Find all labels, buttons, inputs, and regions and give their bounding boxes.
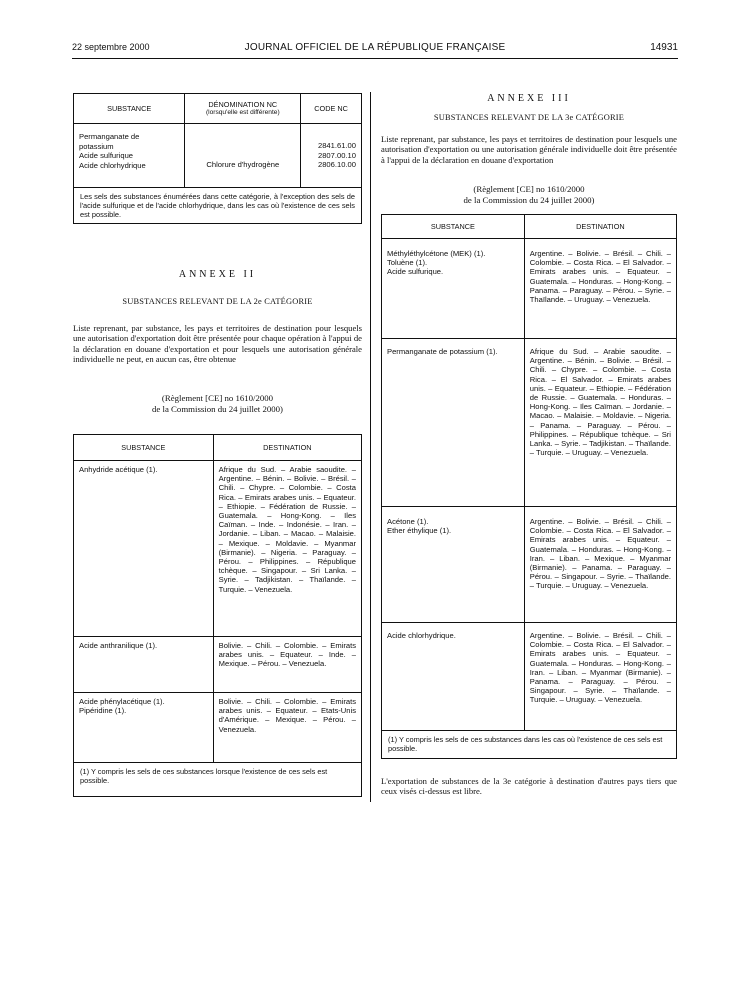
table-row: Acide sulfurique [79,151,134,161]
page-number: 14931 [650,42,678,53]
denomination-cell [185,124,301,188]
annexe2-note: (1) Y compris les sels de ces substances lorsque l'existence de ces sels est possible. [74,763,362,797]
destination-cell: Afrique du Sud. – Arabie saoudite. – Argentine. – Bénin. – Bolivie. – Brésil. – Chili. – Chypre. – Colombie. – Costa Rica. – El Salvador. – Emirats arabes unis. – Equateur. – Ethiopie. – Fédération de Russie. – Guatemala. – Honduras. – Hong-Kong. – Iles Caïman. – Jordanie. – Macao. – Malaisie. – Moldavie. – Nigeria. – Panama. – Paraguay. – Pérou. – Philippines. – République tchèque. – Sri Lanka. – Syrie. – Tadjikistan. – Thaïlande. – Turquie. – Uruguay. – Venezuela. [524,339,676,507]
substance-cell: Acide chlorhydrique. [382,623,525,731]
col-header-substance: SUBSTANCE [74,435,214,461]
annexe2-title: ANNEXE II [178,269,257,280]
header-date: 22 septembre 2000 [72,42,150,52]
table-row [382,339,677,507]
journal-title: JOURNAL OFFICIEL DE LA RÉPUBLIQUE FRANÇAISE [244,42,506,53]
annexe3-note: (1) Y compris les sels de ces substances dans les cas où l'existence de ces sels est possible. [382,731,677,759]
col-header-substance: SUBSTANCE [382,215,525,239]
table-row [74,637,362,693]
annexe3-closing: L'exportation de substances de la 3e catégorie à destination d'autres pays tiers que ceux visés ci-dessus est libre. [381,776,677,797]
substance-cell: Acide phénylacétique (1). Pipéridine (1). [74,693,214,763]
substance-cell: Acétone (1). Ether éthylique (1). [382,507,525,623]
col-header-code: CODE NC [301,94,362,124]
table-row: Acide chlorhydrique [79,160,146,170]
destination-cell: Bolivie. – Chili. – Colombie. – Emirats arabes unis. – Equateur. – Etats-Unis d'Amérique. – Mexique. – Pérou. – Venezuela. [213,693,361,763]
annexe3-intro: Liste reprenant, par substance, les pays et territoires de destination pour lesquels une autorisation d'exportation ou une autorisation générale individuelle doit être présentée à l'appui de la déclaration en douane d'exportation [381,134,677,165]
header-rule [72,58,678,59]
col-header-denomination: DÉNOMINATION NC (lorsqu'elle est différente) [185,94,301,124]
code-value: 2806.10.00 [317,160,356,170]
annexe2-subtitle: SUBSTANCES RELEVANT DE LA 2e CATÉGORIE [122,297,313,306]
category2-table [73,434,362,797]
table-row [382,507,677,623]
table-row [382,623,677,731]
annexe3-title: ANNEXE III [487,93,571,104]
code-value: 2807.00.10 [317,150,356,160]
substance-cell: Permanganate de potassium (1). [382,339,525,507]
col-header-destination: DESTINATION [213,435,361,461]
annexe2-intro: Liste reprenant, par substance, les pays et territoires de destination pour lesquels une autorisation d'exportation doit être présentée pour chaque opération à l'appui de la déclaration en douane d'exportation et pour lesquels une autorisation générale individuelle ne peut, en aucun cas, être obtenue [73,323,362,365]
destination-cell: Bolivie. – Chili. – Colombie. – Emirats arabes unis. – Equateur. – Inde. – Mexique. – Pérou. – Venezuela. [213,637,361,693]
table-row [382,239,677,339]
annexe3-regulation: (Règlement [CE] no 1610/2000 de la Commission du 24 juillet 2000) [463,184,595,205]
table-row: Permanganate de potassium [79,132,140,151]
code-cell [301,124,362,188]
col-header-destination: DESTINATION [524,215,676,239]
substance-cell: Anhydride acétique (1). [74,461,214,637]
table-row [74,693,362,763]
annexe2-regulation: (Règlement [CE] no 1610/2000 de la Commission du 24 juillet 2000) [152,393,283,414]
category3-table [381,214,677,759]
destination-cell: Argentine. – Bolivie. – Brésil. – Chili. – Colombie. – Costa Rica. – El Salvador. – Emirats arabes unis. – Equateur. – Guatemala. – Honduras. – Hong-Kong. – Iran. – Liban. – Myanmar (Birmanie). – Panama. – Paraguay. – Pérou. – Singapour. – Syrie. – Thaïlande. – Turquie. – Uruguay. – Venezuela. [524,623,676,731]
table1-note: Les sels des substances énumérées dans cette catégorie, à l'exception des sels de l'acide sulfurique et de l'acide chlorhydrique, dans les cas où l'existence de ces sels est possible. [74,188,362,224]
destination-cell: Argentine. – Bolivie. – Brésil. – Chili. – Colombie. – Costa Rica. – El Salvador. – Emirats arabes unis. – Equateur. – Guatemala. – Honduras. – Hong-Kong. – Panama. – Paraguay. – Pérou. – Syrie. – Thaïlande. – Uruguay. – Venezuela. [524,239,676,339]
substance-cell: Acide anthranilique (1). [74,637,214,693]
col-header-substance: SUBSTANCE [74,94,185,124]
table-row [74,461,362,637]
denomination-value: Chlorure d'hydrogène [206,160,280,169]
substance-cell: Méthyléthylcétone (MEK) (1). Toluène (1). Acide sulfurique. [382,239,525,339]
category1-table [73,93,362,224]
destination-cell: Afrique du Sud. – Arabie saoudite. – Argentine. – Bénin. – Bolivie. – Brésil. – Chili. – Chypre. – Colombie. – Costa Rica. – Emirats arabes unis. – Equateur. – Ethiopie. – Fédération de Russie. – Guatemala. – Hong-Kong. – Iles Caïman. – Inde. – Indonésie. – Iran. – Jordanie. – Liban. – Macao. – Malaisie. – Mexique. – Moldavie. – Myanmar (Birmanie). – Nigeria. – Paraguay. – Pérou. – Philippines. – République tchèque. – Singapour. – Sri Lanka. – Syrie. – Tadjikistan. – Thaïlande. – Turquie. – Venezuela. [213,461,361,637]
destination-cell: Argentine. – Bolivie. – Brésil. – Chili. – Colombie. – Costa Rica. – El Salvador. – Emirats arabes unis. – Equateur. – Guatemala. – Honduras. – Hong-Kong. – Iran. – Liban. – Mexique. – Myanmar (Birmanie). – Panama. – Paraguay. – Pérou. – Singapour. – Syrie. – Thaïlande. – Turquie. – Uruguay. – Venezuela. [524,507,676,623]
substances-cell [74,124,185,188]
column-separator [370,92,371,802]
annexe3-subtitle: SUBSTANCES RELEVANT DE LA 3e CATÉGORIE [433,113,625,122]
code-value: 2841.61.00 [317,141,356,150]
